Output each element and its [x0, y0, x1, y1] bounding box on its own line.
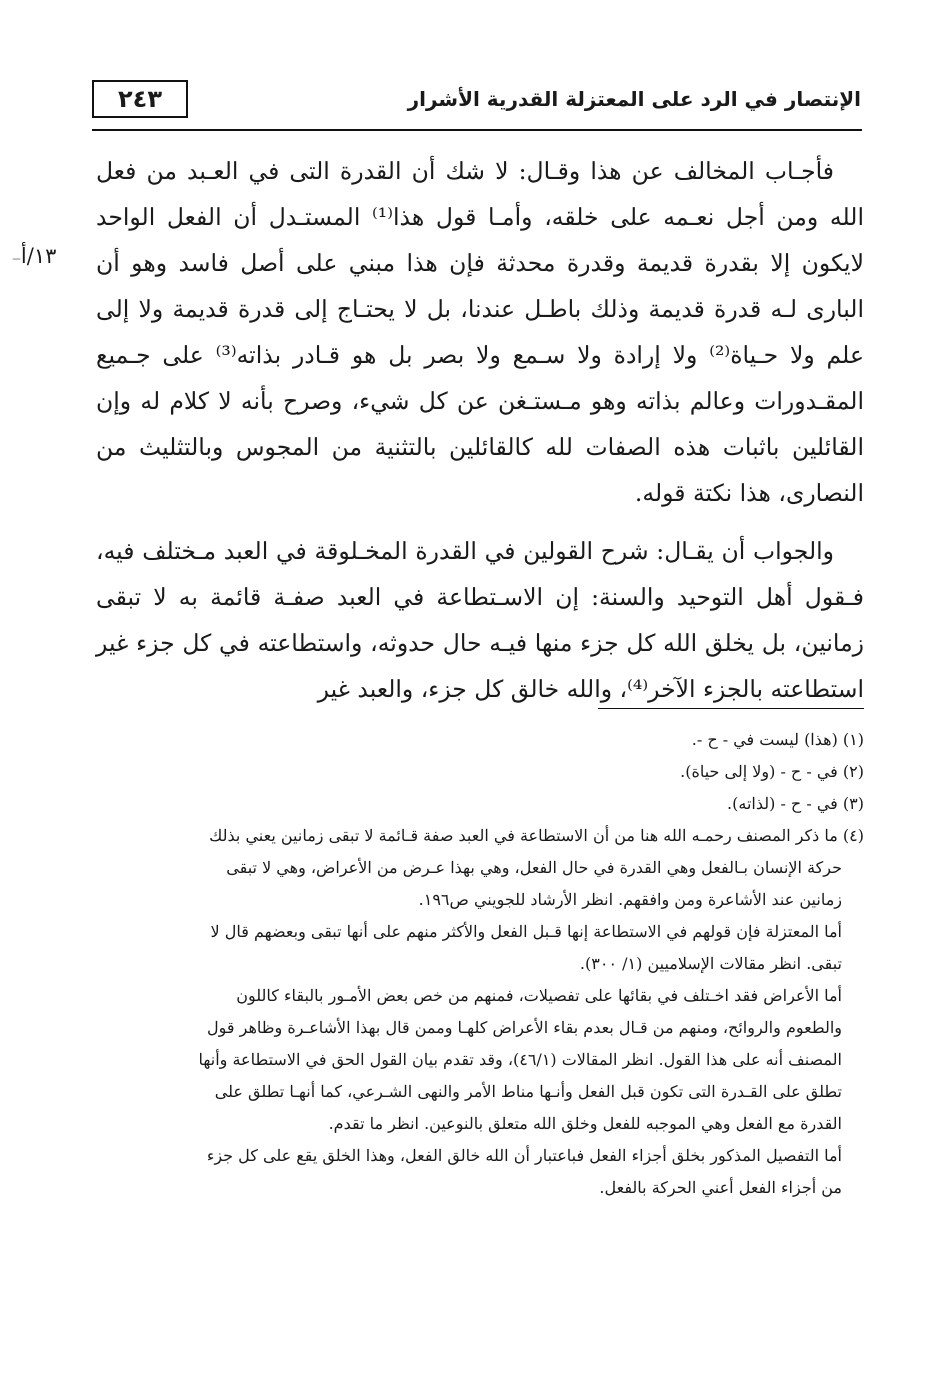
- footnote-3: (٣) في - ح - (لذاته).: [727, 794, 864, 813]
- footnote-4-line: القدرة مع الفعل وهي الموجبه للفعل وخلق الله متعلق بالنوعين. انظر ما تقدم.: [328, 1114, 842, 1133]
- footnote-4-line: تبقى. انظر مقالات الإسلاميين (١/ ٣٠٠).: [579, 954, 842, 973]
- footnote-4-line: تطلق على القـدرة التى تكون قبل الفعل وأنـها مناط الأمر والنهى الشـرعي، كما أنهـا تطلق على: [214, 1082, 842, 1101]
- footnote-4-line: أما التفصيل المذكور بخلق أجزاء الفعل فباعتبار أن الله خالق الفعل، وهذا الخلق يقع على كل جزء: [206, 1146, 842, 1165]
- footnote-4-line: حركة الإنسان بـالفعل وهي القدرة في حال الفعل، وهي بهذا عـرض من الأعراض، وهي لا تبقى: [226, 858, 842, 877]
- running-title: الإنتصار في الرد على المعتزلة القدرية الأشرار: [407, 87, 861, 111]
- footnote-4-line: زمانين عند الأشاعرة ومن وافقهم. انظر الأرشاد للجويني ص١٩٦.: [418, 890, 842, 909]
- header-rule: [92, 129, 862, 131]
- body-paragraph-1: فأجـاب المخالف عن هذا وقـال: لا شك أن القدرة التى في العـبد من فعل الله ومن أجل نعـمه على خلقه، وأمـا قول هذا⁽¹⁾ المستـدل أن الفعل الواحد لايكون إلا بقدرة قديمة وقدرة محدثة فإن هذا مبني على أصل فاسد وهو أن البارى لـه قدرة قديمة وذلك باطـل عندنا، بل لا يحتـاج إلى قدرة قديمة ولا إلى علم ولا حـياة⁽²⁾ ولا إرادة ولا سـمع ولا بصر بل هو قـادر بذاته⁽³⁾ على جـميع المقـدورات وعالم بذاته وهو مـستـغن عن كل شيء، وصرح بأنه لا كلام له وإن القائلين باثبات هذه الصفات لله كالقائلين بالتثنية من المجوس وبالتثليث من النصارى، هذا نكتة قوله.: [96, 157, 864, 507]
- main-body: [96, 148, 864, 712]
- footnote-4-line: من أجزاء الفعل أعني الحركة بالفعل.: [599, 1178, 842, 1197]
- footnote-4-line: المصنف أنه على هذا القول. انظر المقالات (٤٦/١)، وقد تقدم بيان القول الحق في الاستطاعة وأنها: [198, 1050, 842, 1069]
- footnote-1: (١) (هذا) ليست في - ح -.: [691, 730, 864, 749]
- footnote-4-line: والطعوم والروائح، ومنهم من قـال بعدم بقاء الأعراض كلهـا وممن قال بهذا الأشاعـرة وظاهر قول: [207, 1018, 842, 1037]
- footnote-4-line: أما المعتزلة فإن قولهم في الاستطاعة إنها قـبل الفعل والأكثر منهم على أنها تبقى وبعضهم قال لا: [210, 922, 842, 941]
- footnote-2: (٢) في - ح - (ولا إلى حياة).: [680, 762, 864, 781]
- footnote-4-line: أما الأعراض فقد اخـتلف في بقائها على تفصيلات، فمنهم من خص بعض الأمـور بالبقاء كاللون: [236, 986, 842, 1005]
- margin-reference-label: ١٣/أ: [20, 244, 57, 268]
- body-paragraph-2: والجواب أن يقـال: شرح القولين في القدرة المخـلوقة في العبد مـختلف فيه، فـقول أهل التوحيد والسنة: إن الاسـتطاعة في العبد صفـة قائمة به لا تبقى زمانين، بل يخلق الله كل جزء منها فيـه حال حدوثه، واستطاعته في كل جزء غير استطاعته بالجزء الآخر⁽⁴⁾، والله خالق كل جزء، والعبد غير: [96, 537, 864, 703]
- page-number: ٢٤٣: [92, 80, 188, 118]
- footnote-rule: [598, 708, 864, 709]
- margin-dash: ‒: [12, 251, 21, 267]
- footnote-4-line: (٤) ما ذكر المصنف رحمـه الله هنا من أن الاستطاعة في العبد صفة قـائمة لا تبقى زمانين يعني بذلك: [209, 826, 864, 845]
- margin-reference: [8, 244, 88, 268]
- footnotes: [96, 724, 864, 1204]
